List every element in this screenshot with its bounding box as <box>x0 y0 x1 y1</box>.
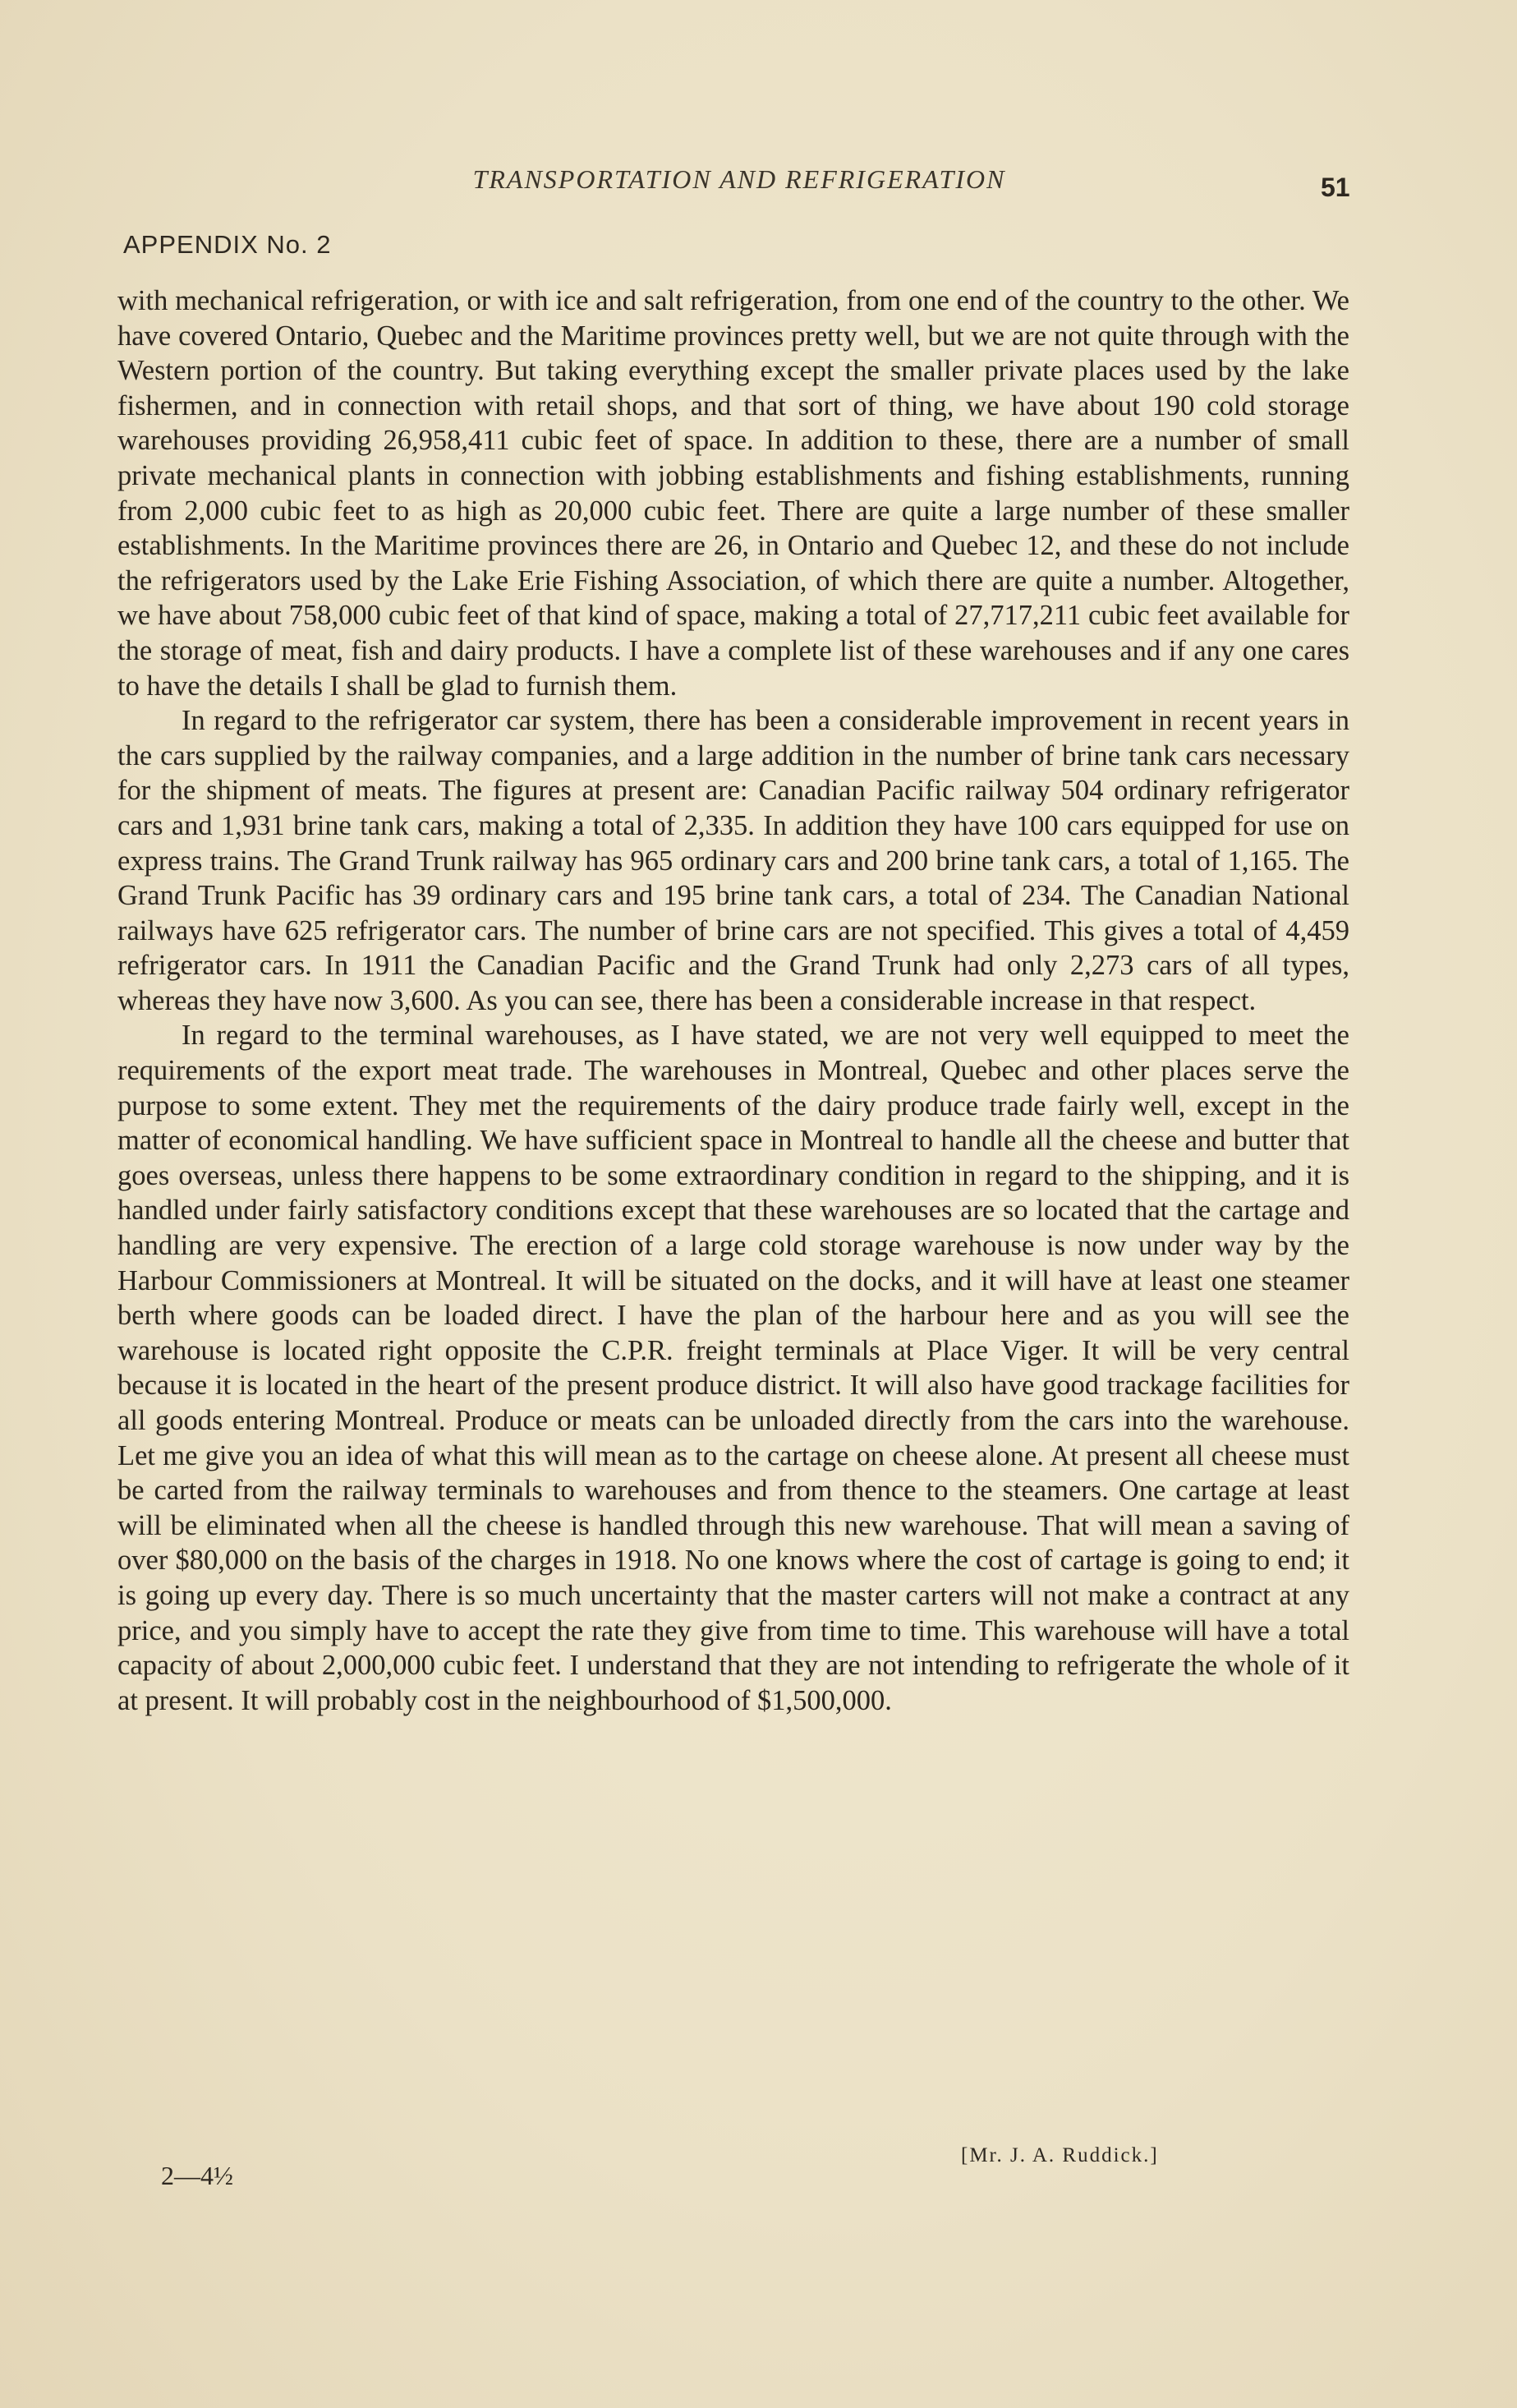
paragraph-2: In regard to the refrigerator car system, there has been a considerable improvement in recent years in the cars supplied by the railway companies, and a large addition in the number of brine tank cars necessary for the shipment of meats. The figures at present are: Canadian Pacific railway 504 ordinary refrigerator cars and 1,931 brine tank cars, making a total of 2,335. In addition they have 100 cars equipped for use on express trains. The Grand Trunk railway has 965 ordinary cars and 200 brine tank cars, a total of 1,165. The Grand Trunk Pacific has 39 ordinary cars and 195 brine tank cars, a total of 234. The Canadian National railways have 625 refrigerator cars. The number of brine cars are not specified. This gives a total of 4,459 refrigerator cars. In 1911 the Canadian Pacific and the Grand Trunk had only 2,273 cars of all types, whereas they have now 3,600. As you can see, there has been a considerable increase in that respect. <box>117 705 1349 1016</box>
paragraph-3: In regard to the terminal warehouses, as I have stated, we are not very well equipped to meet the requirements of the export meat trade. The warehouses in Montreal, Quebec and other places serve the purpose to some extent. They met the requirements of the dairy produce trade fairly well, except in the matter of economical handling. We have sufficient space in Montreal to handle all the cheese and butter that goes overseas, unless there happens to be some extraordinary condition in regard to the shipping, and it is handled under fairly satisfactory conditions except that these warehouses are so located that the cartage and handling are very expensive. The erection of a large cold storage warehouse is now under way by the Harbour Commissioners at Montreal. It will be situated on the docks, and it will have at least one steamer berth where goods can be loaded direct. I have the plan of the harbour here and as you will see the warehouse is located right opposite the C.P.R. freight terminals at Place Viger. It will be very central because it is located in the heart of the present produce district. It will also have good trackage facilities for all goods entering Montreal. Produce or meats can be unloaded directly from the cars into the warehouse. Let me give you an idea of what this will mean as to the cartage on cheese alone. At present all cheese must be carted from the railway terminals to warehouses and from thence to the steamers. One cartage at least will be eliminated when all the cheese is handled through this new warehouse. That will mean a saving of over $80,000 on the basis of the charges in 1918. No one knows where the cost of cartage is going to end; it is going up every day. There is so much uncertainty that the master carters will not make a contract at any price, and you simply have to accept the rate they give from time to time. This warehouse will have a total capacity of about 2,000,000 cubic feet. I understand that they are not intending to refrigerate the whole of it at present. It will probably cost in the neighbourhood of $1,500,000. <box>117 1020 1349 1716</box>
signature-mark: 2—4½ <box>161 2161 233 2190</box>
speaker-attribution: [Mr. J. A. Ruddick.] <box>961 2144 1159 2166</box>
paragraph-1: with mechanical refrigeration, or with ice and salt refrigeration, from one end of the country to the other. We have covered Ontario, Quebec and the Maritime provinces pretty well, but we are not quite through with the Western portion of the country. But taking everything except the smaller private places used by the lake fishermen, and in connection with retail shops, and that sort of thing, we have about 190 cold storage warehouses providing 26,958,411 cubic feet of space. In addition to these, there are a number of small private mechanical plants in connection with jobbing establishments and fishing establishments, running from 2,000 cubic feet to as high as 20,000 cubic feet. There are quite a large number of these smaller establishments. In the Maritime provinces there are 26, in Ontario and Quebec 12, and these do not include the refrigerators used by the Lake Erie Fishing Association, of which there are quite a number. Altogether, we have about 758,000 cubic feet of that kind of space, making a total of 27,717,211 cubic feet available for the storage of meat, fish and dairy products. I have a complete list of these warehouses and if any one cares to have the details I shall be glad to furnish them. <box>117 285 1349 702</box>
running-title: TRANSPORTATION AND REFRIGERATION <box>472 164 1006 194</box>
page-number: 51 <box>1321 173 1350 202</box>
body-text <box>117 283 1349 1718</box>
appendix-label: APPENDIX No. 2 <box>123 230 332 259</box>
